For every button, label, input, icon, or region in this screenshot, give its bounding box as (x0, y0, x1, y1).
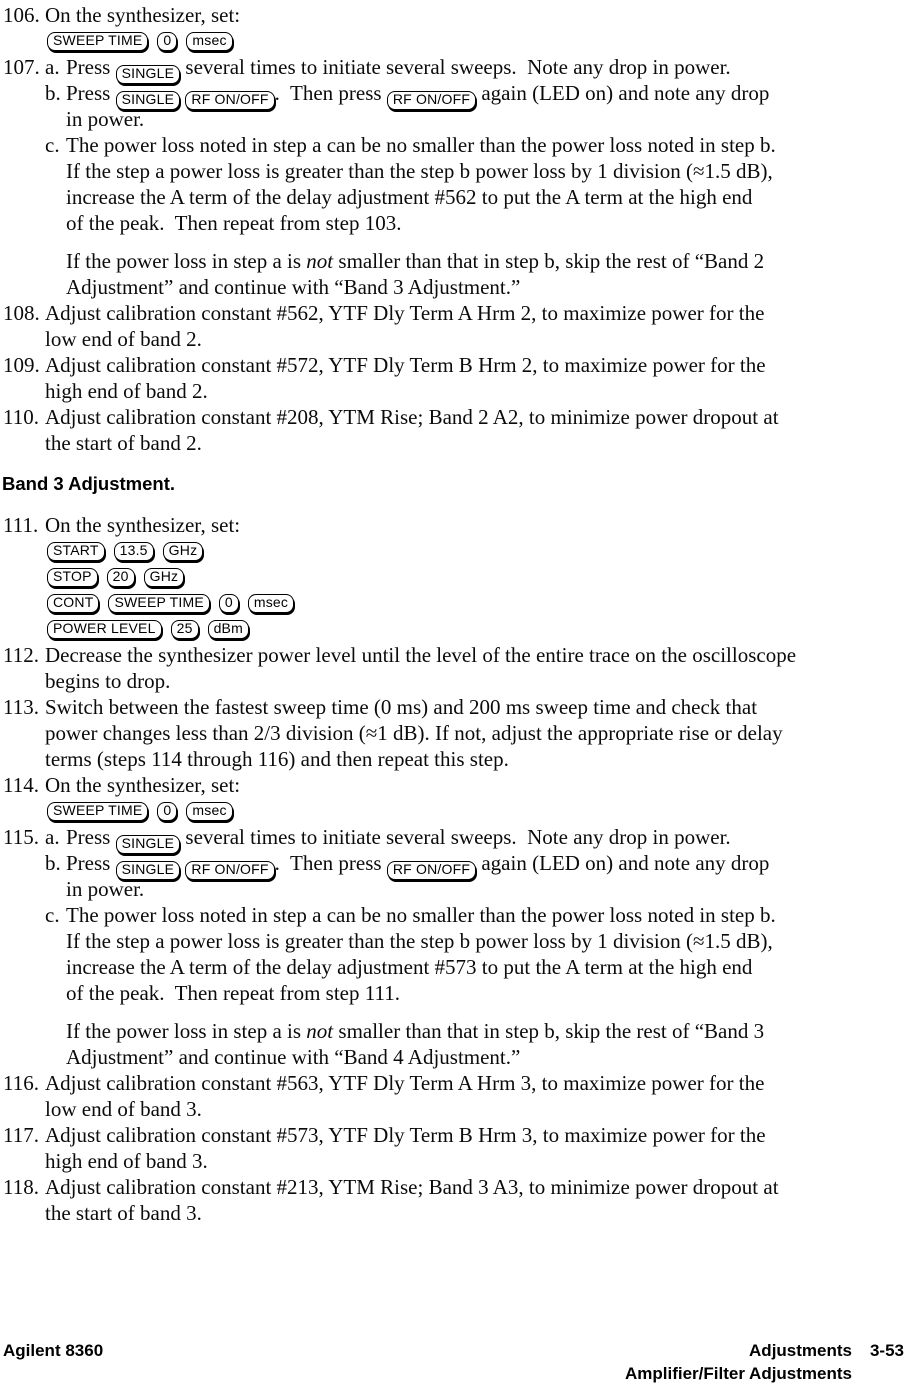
list-step (0, 1174, 907, 1226)
keycap-single: SINGLE (116, 91, 181, 110)
text-line: 115. a. Press SINGLE several times to initiate several sweeps. Note any drop in power. (0, 824, 907, 850)
keycap-20: 20 (107, 568, 135, 587)
text-line: of the peak. Then repeat from step 111. (66, 981, 400, 1005)
substep-letter: a. (45, 825, 60, 849)
keycap-sweep-time: SWEEP TIME (108, 594, 209, 613)
keycap-row (0, 564, 907, 590)
list-step (0, 1070, 907, 1122)
list-step (0, 352, 907, 404)
step-number: 113. (3, 695, 39, 719)
text-line: If the power loss in step a is not smaller than that in step b, skip the rest of “Band 2 (66, 249, 765, 273)
text-line: If the step a power loss is greater than the step b power loss by 1 division (≈1.5 dB), (66, 159, 773, 183)
keycap-single: SINGLE (116, 861, 181, 880)
list-substep (0, 850, 907, 902)
text-line: begins to drop. (45, 669, 171, 693)
keycap-stop: STOP (47, 568, 98, 587)
list-substep (0, 902, 907, 1006)
keycap-rf-on-off: RF ON/OFF (185, 861, 274, 880)
text-line: 116. Adjust calibration constant #563, YTF Dly Term A Hrm 3, to maximize power for the (3, 1071, 765, 1095)
text-line: 106. On the synthesizer, set: (3, 3, 241, 27)
document-body (0, 2, 907, 1226)
keycap-0: 0 (219, 594, 239, 613)
text-line: high end of band 3. (45, 1149, 208, 1173)
keycap-start: START (47, 542, 105, 561)
step-number: 107. (3, 55, 40, 79)
note-paragraph (0, 1018, 907, 1070)
keycap-dbm: dBm (208, 620, 249, 639)
keycap-row (0, 28, 907, 54)
substep-letter: b. (45, 851, 61, 875)
keycap-0: 0 (157, 32, 177, 51)
keycap-cont: CONT (47, 594, 99, 613)
keycap-single: SINGLE (116, 65, 181, 84)
step-number: 116. (3, 1071, 39, 1095)
text-line: increase the A term of the delay adjustment #573 to put the A term at the high end (66, 955, 753, 979)
keycap-13-5: 13.5 (114, 542, 154, 561)
keycap-sweep-time: SWEEP TIME (47, 802, 148, 821)
keycap-rf-on-off: RF ON/OFF (387, 861, 476, 880)
list-step (0, 772, 907, 798)
keycap-row (0, 798, 907, 824)
list-step (0, 300, 907, 352)
list-step (0, 512, 907, 538)
list-step (0, 2, 907, 28)
keycap-row (0, 616, 907, 642)
footer-page-number: 3-53 (869, 1341, 904, 1360)
text-line: Adjustment” and continue with “Band 4 Adjustment.” (66, 1045, 521, 1069)
keycap-msec: msec (248, 594, 294, 613)
text-line: high end of band 2. (45, 379, 208, 403)
text-line: 114. On the synthesizer, set: (3, 773, 241, 797)
list-substep (0, 80, 907, 132)
step-number: 112. (3, 643, 39, 667)
keycap-row (0, 538, 907, 564)
text-line: increase the A term of the delay adjustment #562 to put the A term at the high end (66, 185, 753, 209)
text-line: 118. Adjust calibration constant #213, YTM Rise; Band 3 A3, to minimize power dropout at (3, 1175, 779, 1199)
text-line: terms (steps 114 through 116) and then repeat this step. (45, 747, 509, 771)
footer-model: Agilent 8360 (3, 1341, 104, 1360)
step-number: 109. (3, 353, 40, 377)
text-line: the start of band 3. (45, 1201, 202, 1225)
step-number: 106. (3, 3, 40, 27)
keycap-single: SINGLE (116, 835, 181, 854)
text-line: low end of band 3. (45, 1097, 202, 1121)
step-number: 114. (3, 773, 39, 797)
step-number: 111. (3, 513, 39, 537)
list-step (0, 694, 907, 772)
keycap-sweep-time: SWEEP TIME (47, 32, 148, 51)
keycap-ghz: GHz (163, 542, 204, 561)
text-line: 117. Adjust calibration constant #573, YTF Dly Term B Hrm 3, to maximize power for the (3, 1123, 766, 1147)
text-line: b. Press SINGLE RF ON/OFF . Then press RF ON/OFF again (LED on) and note any drop (0, 80, 907, 106)
text-line: c. The power loss noted in step a can be no smaller than the power loss noted in step b. (45, 133, 776, 157)
keycap-0: 0 (157, 802, 177, 821)
list-step (0, 1122, 907, 1174)
list-substep (0, 54, 907, 80)
substep-letter: c. (45, 133, 60, 157)
text-line: of the peak. Then repeat from step 103. (66, 211, 402, 235)
keycap-power-level: POWER LEVEL (47, 620, 162, 639)
step-number: 115. (3, 825, 39, 849)
step-number: 110. (3, 405, 39, 429)
text-line: 107. a. Press SINGLE several times to initiate several sweeps. Note any drop in power. (0, 54, 907, 80)
text-line: 113. Switch between the fastest sweep time (0 ms) and 200 ms sweep time and check that (3, 695, 758, 719)
text-line: Adjustment” and continue with “Band 3 Adjustment.” (66, 275, 521, 299)
section-heading: Band 3 Adjustment. (2, 473, 176, 494)
text-line: c. The power loss noted in step a can be no smaller than the power loss noted in step b. (45, 903, 776, 927)
keycap-rf-on-off: RF ON/OFF (387, 91, 476, 110)
text-line: 111. On the synthesizer, set: (3, 513, 241, 537)
text-line: 109. Adjust calibration constant #572, YTF Dly Term B Hrm 2, to maximize power for the (3, 353, 766, 377)
text-line: If the step a power loss is greater than the step b power loss by 1 division (≈1.5 dB), (66, 929, 773, 953)
keycap-ghz: GHz (144, 568, 185, 587)
emphasis-text: not (306, 1019, 334, 1043)
footer-chapter: Adjustments (749, 1341, 852, 1360)
text-line: the start of band 2. (45, 431, 202, 455)
step-number: 117. (3, 1123, 39, 1147)
text-line: 112. Decrease the synthesizer power level until the level of the entire trace on the oscilloscope (3, 643, 797, 667)
text-line: in power. (66, 877, 145, 901)
list-substep (0, 132, 907, 236)
text-line: power changes less than 2/3 division (≈1 dB). If not, adjust the appropriate rise or delay (45, 721, 783, 745)
text-line: b. Press SINGLE RF ON/OFF . Then press RF ON/OFF again (LED on) and note any drop (0, 850, 907, 876)
keycap-rf-on-off: RF ON/OFF (185, 91, 274, 110)
keycap-msec: msec (186, 802, 232, 821)
substep-letter: b. (45, 81, 61, 105)
keycap-row (0, 590, 907, 616)
footer-section: Amplifier/Filter Adjustments (624, 1364, 852, 1383)
list-step (0, 404, 907, 456)
keycap-msec: msec (186, 32, 232, 51)
substep-letter: c. (45, 903, 60, 927)
step-number: 118. (3, 1175, 39, 1199)
keycap-25: 25 (171, 620, 199, 639)
text-line: in power. (66, 107, 145, 131)
text-line: low end of band 2. (45, 327, 202, 351)
list-substep (0, 824, 907, 850)
note-paragraph (0, 248, 907, 300)
text-line: If the power loss in step a is not smaller than that in step b, skip the rest of “Band 3 (66, 1019, 765, 1043)
text-line: 108. Adjust calibration constant #562, YTF Dly Term A Hrm 2, to maximize power for the (3, 301, 765, 325)
substep-letter: a. (45, 55, 60, 79)
emphasis-text: not (306, 249, 334, 273)
text-line: 110. Adjust calibration constant #208, YTM Rise; Band 2 A2, to minimize power dropout at (3, 405, 779, 429)
step-number: 108. (3, 301, 40, 325)
list-step (0, 642, 907, 694)
